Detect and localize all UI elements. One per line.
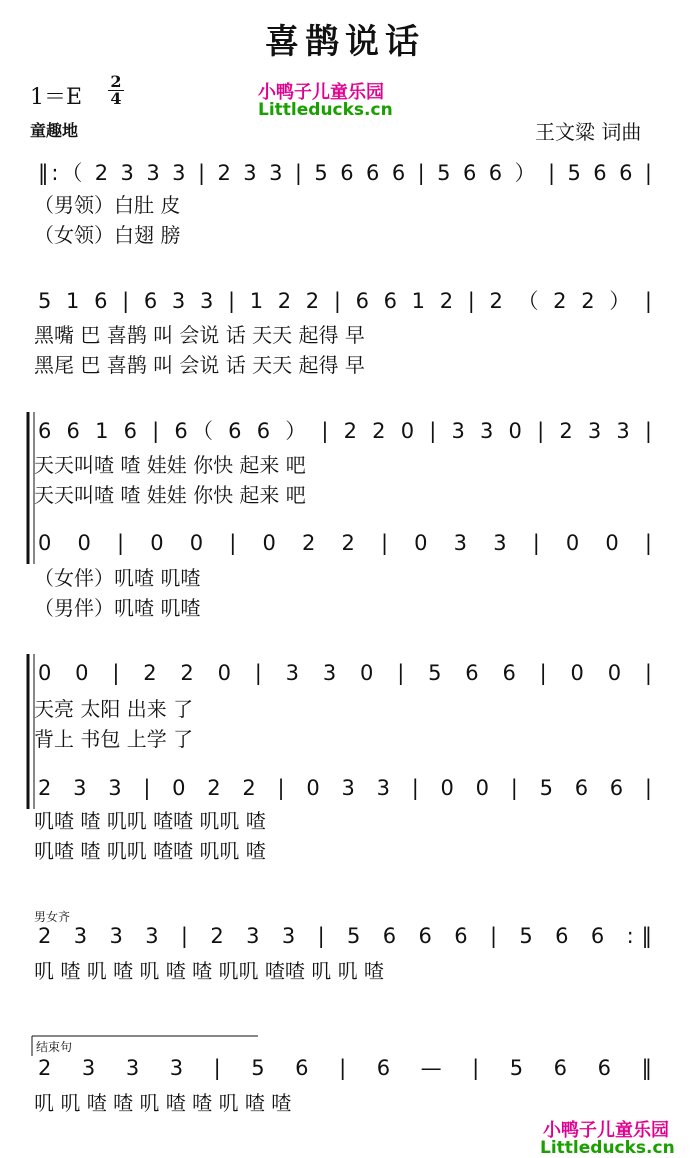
notation-line: 2 3 3 3 | 5 6 | 6 — | 5 6 6 ‖ (38, 1056, 652, 1080)
label-all-together: 男女齐 (34, 910, 71, 924)
time-signature-top: 2 (108, 74, 124, 91)
lyric-line: （男伴）叽喳 叽喳 (34, 596, 201, 620)
lyric-line: 叽 喳 叽 喳 叽 喳 喳 叽叽 喳喳 叽 叽 喳 (34, 959, 384, 983)
label-ending: 结束句 (36, 1040, 73, 1054)
notation-line: 0 0 | 0 0 | 0 2 2 | 0 3 3 | 0 0 | (38, 531, 652, 555)
watermark-logo-bottom: 小鸭子儿童乐园 (543, 1120, 669, 1141)
lyric-line: 天天叫喳 喳 娃娃 你快 起来 吧 (34, 483, 306, 507)
watermark-logo-top: 小鸭子儿童乐园 (258, 82, 384, 103)
lyric-line: 叽喳 喳 叽叽 喳喳 叽叽 喳 (34, 839, 266, 863)
notation-line: 2 3 3 3 | 2 3 3 | 5 6 6 6 | 5 6 6 :‖ (38, 924, 652, 948)
lyric-line: 天天叫喳 喳 娃娃 你快 起来 吧 (34, 453, 306, 477)
watermark-url-bottom: Littleducks.cn (540, 1138, 675, 1158)
key-signature: 1＝E (30, 85, 83, 110)
notation-line: 5 1 6 | 6 3 3 | 1 2 2 | 6 6 1 2 | 2 （ 2 2 ） | (38, 289, 652, 313)
lyric-line: 黑尾 巴 喜鹊 叫 会说 话 天天 起得 早 (34, 353, 365, 377)
watermark-url-top: Littleducks.cn (258, 100, 393, 120)
notation-line: 2 3 3 | 0 2 2 | 0 3 3 | 0 0 | 5 6 6 | (38, 776, 652, 800)
author-credit: 王文粱 词曲 (535, 120, 642, 144)
lyric-line: 天亮 太阳 出来 了 (34, 697, 194, 721)
lyric-line: 背上 书包 上学 了 (34, 727, 194, 751)
song-title: 喜鹊说话 (265, 22, 425, 62)
lyric-line: 叽喳 喳 叽叽 喳喳 叽叽 喳 (34, 809, 266, 833)
time-signature-bottom: 4 (110, 89, 122, 108)
notation-line: 6 6 1 6 | 6（ 6 6 ） | 2 2 0 | 3 3 0 | 2 3 3 | (38, 419, 653, 443)
notation-line: 0 0 | 2 2 0 | 3 3 0 | 5 6 6 | 0 0 | (38, 661, 652, 685)
lyric-line: 黑嘴 巴 喜鹊 叫 会说 话 天天 起得 早 (34, 323, 365, 347)
lyric-line: （女领）白翅 膀 (34, 223, 181, 247)
notation-line: ‖:（ 2 3 3 3 | 2 3 3 | 5 6 6 6 | 5 6 6 ） | 5 6 6 | (38, 161, 652, 185)
lyric-line: （女伴）叽喳 叽喳 (34, 566, 201, 590)
lyric-line: 叽 叽 喳 喳 叽 喳 喳 叽 喳 喳 (34, 1091, 292, 1115)
lyric-line: （男领）白肚 皮 (34, 193, 181, 217)
tempo-mood: 童趣地 (30, 121, 79, 140)
